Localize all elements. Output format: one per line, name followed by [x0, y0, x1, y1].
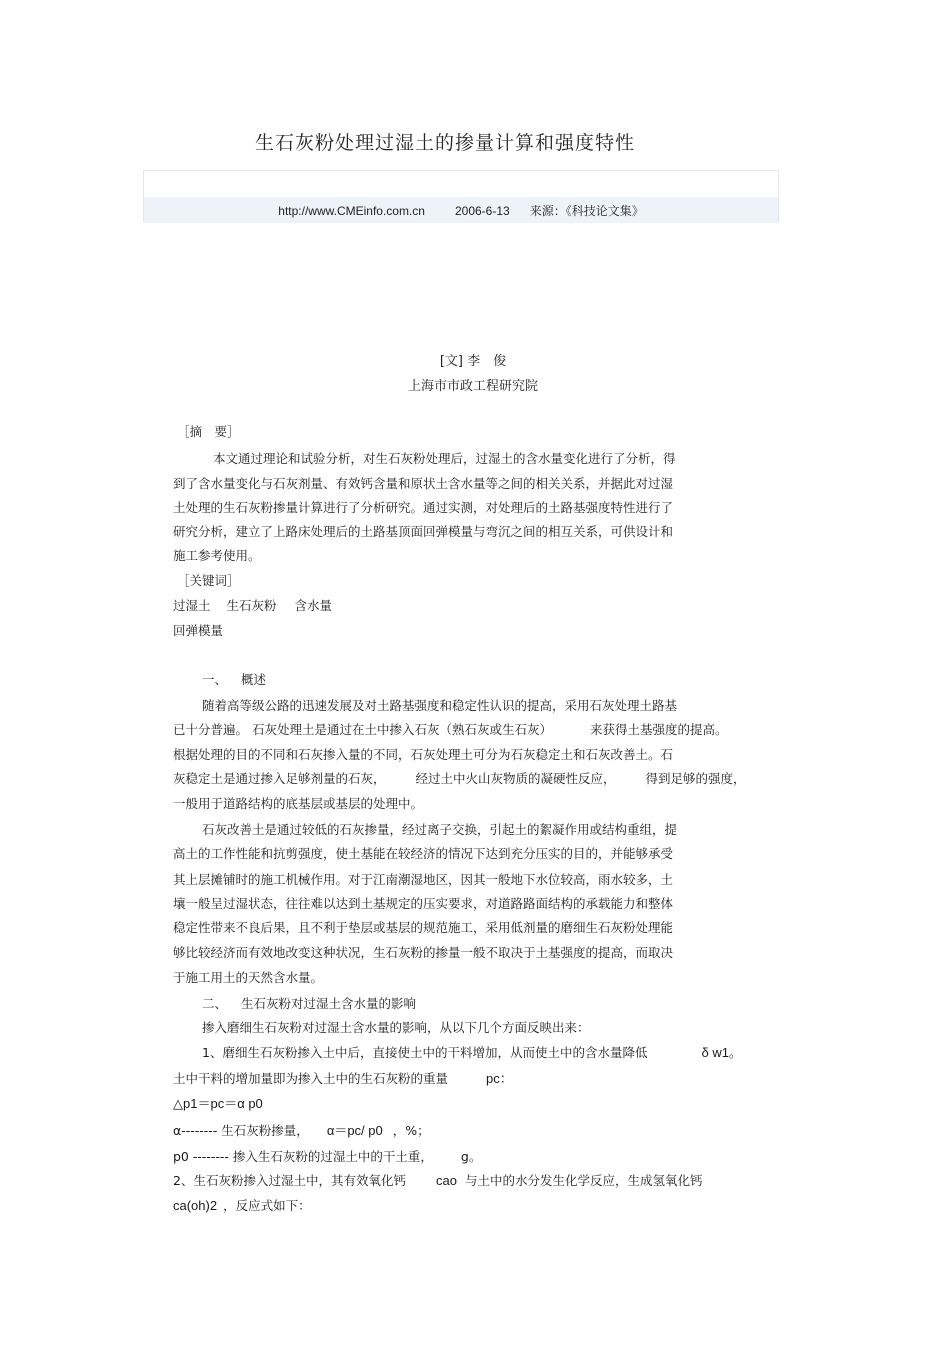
paragraph-line: 石灰改善土是通过较低的石灰掺量，经过离子交换，引起土的絮凝作用或结构重组，提 [202, 822, 678, 837]
paragraph-line: 于施工用土的天然含水量。 [173, 970, 324, 985]
chemical-formula: cao [435, 1173, 457, 1188]
paragraph-line [173, 1173, 702, 1189]
paragraph-line [202, 1045, 742, 1061]
publish-date: 2006-6-13 [454, 204, 510, 218]
paragraph-line: 稳定性带来不良后果，且不利于垫层或基层的规范施工，采用低剂量的磨细生石灰粉处理能 [173, 920, 674, 935]
keywords-heading: ［关键词］ [177, 573, 240, 588]
abstract-line: 到了含水量变化与石灰剂量、有效钙含量和原状土含水量等之间的相关关系，并据此对过湿 [173, 476, 674, 491]
document-title: 生石灰粉处理过湿土的掺量计算和强度特性 [254, 132, 635, 154]
paragraph-line [173, 771, 746, 787]
paragraph-line: 其上层摊铺时的施工机械作用。对于江南潮湿地区，因其一般地下水位较高，雨水较多，土 [173, 872, 674, 887]
paragraph-line: 够比较经济而有效地改变这种状况，生石灰粉的掺量一般不取决于土基强度的提高，而取决 [173, 945, 674, 960]
text-run: ，反应式如下： [223, 1198, 311, 1213]
author: [文] 李 俊 [439, 354, 507, 369]
abstract-line: 本文通过理论和试验分析，对生石灰粉处理后，过湿土的含水量变化进行了分析，得 [213, 451, 676, 466]
section-number: 二、 [202, 996, 228, 1011]
keywords-line [173, 598, 332, 614]
paragraph-line: 掺入磨细生石灰粉对过湿土含水量的影响，从以下几个方面反映出来： [202, 1020, 590, 1035]
keyword: 过湿土 [173, 598, 211, 613]
text-run: 与土中的水分发生化学反应，生成氢氧化钙 [464, 1173, 703, 1188]
paragraph-line [173, 722, 728, 738]
text-run: 已十分普遍。 石灰处理土是通过在土中掺入石灰（熟石灰或生石灰） [173, 722, 552, 737]
formula: △p1＝pc＝α p0 [173, 1096, 263, 1111]
section1-heading [202, 672, 266, 688]
section2-heading [202, 996, 416, 1012]
text-run: 来获得土基强度的提高。 [589, 722, 728, 737]
paragraph-line [173, 1071, 513, 1087]
paragraph-line: 壤一般呈过湿状态，往往难以达到土基规定的压实要求，对道路路面结构的承载能力和整体 [173, 896, 674, 911]
text-run: α-------- 生石灰粉掺量， [173, 1123, 309, 1138]
abstract-line: 研究分析，建立了上路床处理后的土路基顶面回弹模量与弯沉之间的相互关系，可供设计和 [173, 524, 674, 539]
keyword: 回弹模量 [173, 623, 224, 638]
text-run: 土中干料的增加量即为掺入土中的生石灰粉的重量 [173, 1071, 449, 1086]
section-title: 概述 [241, 672, 267, 687]
section-title: 生石灰粉对过湿土含水量的影响 [241, 996, 417, 1011]
text-run: 灰稳定土是通过掺入足够剂量的石灰， [173, 771, 386, 786]
keyword: 含水量 [294, 598, 333, 613]
symbol: pc： [486, 1071, 513, 1086]
text-run: 2、生石灰粉掺入过湿土中，其有效氧化钙 [173, 1173, 406, 1188]
article-meta [144, 202, 778, 219]
abstract-heading: ［摘 要］ [177, 424, 240, 439]
text-run: g。 [460, 1149, 482, 1164]
abstract-line: 施工参考使用。 [173, 548, 261, 563]
text-run: ，%； [392, 1123, 430, 1138]
paragraph-line: 高土的工作性能和抗剪强度，使土基能在较经济的情况下达到充分压实的目的，并能够承受 [173, 846, 674, 861]
chemical-formula: ca(oh)2 [173, 1198, 218, 1213]
definition-line [173, 1149, 481, 1165]
article-meta-box [143, 170, 779, 222]
text-run: 1、磨细生石灰粉掺入土中后，直接使土中的干料增加，从而使土中的含水量降低 [202, 1045, 648, 1060]
source-url-link[interactable]: http://www.CMEinfo.com.cn [278, 204, 425, 218]
symbol: δ w1。 [701, 1045, 742, 1060]
formula-inline: α＝pc/ p0 [326, 1123, 383, 1138]
section-number: 一、 [202, 672, 228, 687]
paragraph-line: 根据处理的目的不同和石灰掺入量的不同，石灰处理土可分为石灰稳定土和石灰改善土。石 [173, 747, 674, 762]
abstract-line: 土处理的生石灰粉掺量计算进行了分析研究。通过实测，对处理后的土路基强度特性进行了 [173, 500, 674, 515]
definition-line [173, 1123, 430, 1139]
text-run: 经过土中火山灰物质的凝硬性反应， [415, 771, 616, 786]
paragraph-line [173, 1198, 311, 1214]
text-run: p0 -------- 掺入生石灰粉的过湿土中的干土重， [173, 1149, 433, 1164]
paragraph-line: 一般用于道路结构的底基层或基层的处理中。 [173, 796, 424, 811]
affiliation: 上海市市政工程研究院 [407, 379, 538, 394]
text-run: 得到足够的强度， [645, 771, 746, 786]
keyword: 生石灰粉 [226, 598, 277, 613]
paragraph-line: 随着高等级公路的迅速发展及对土路基强度和稳定性认识的提高，采用石灰处理土路基 [202, 698, 678, 713]
source-label: 来源：《科技论文集》 [529, 204, 644, 218]
